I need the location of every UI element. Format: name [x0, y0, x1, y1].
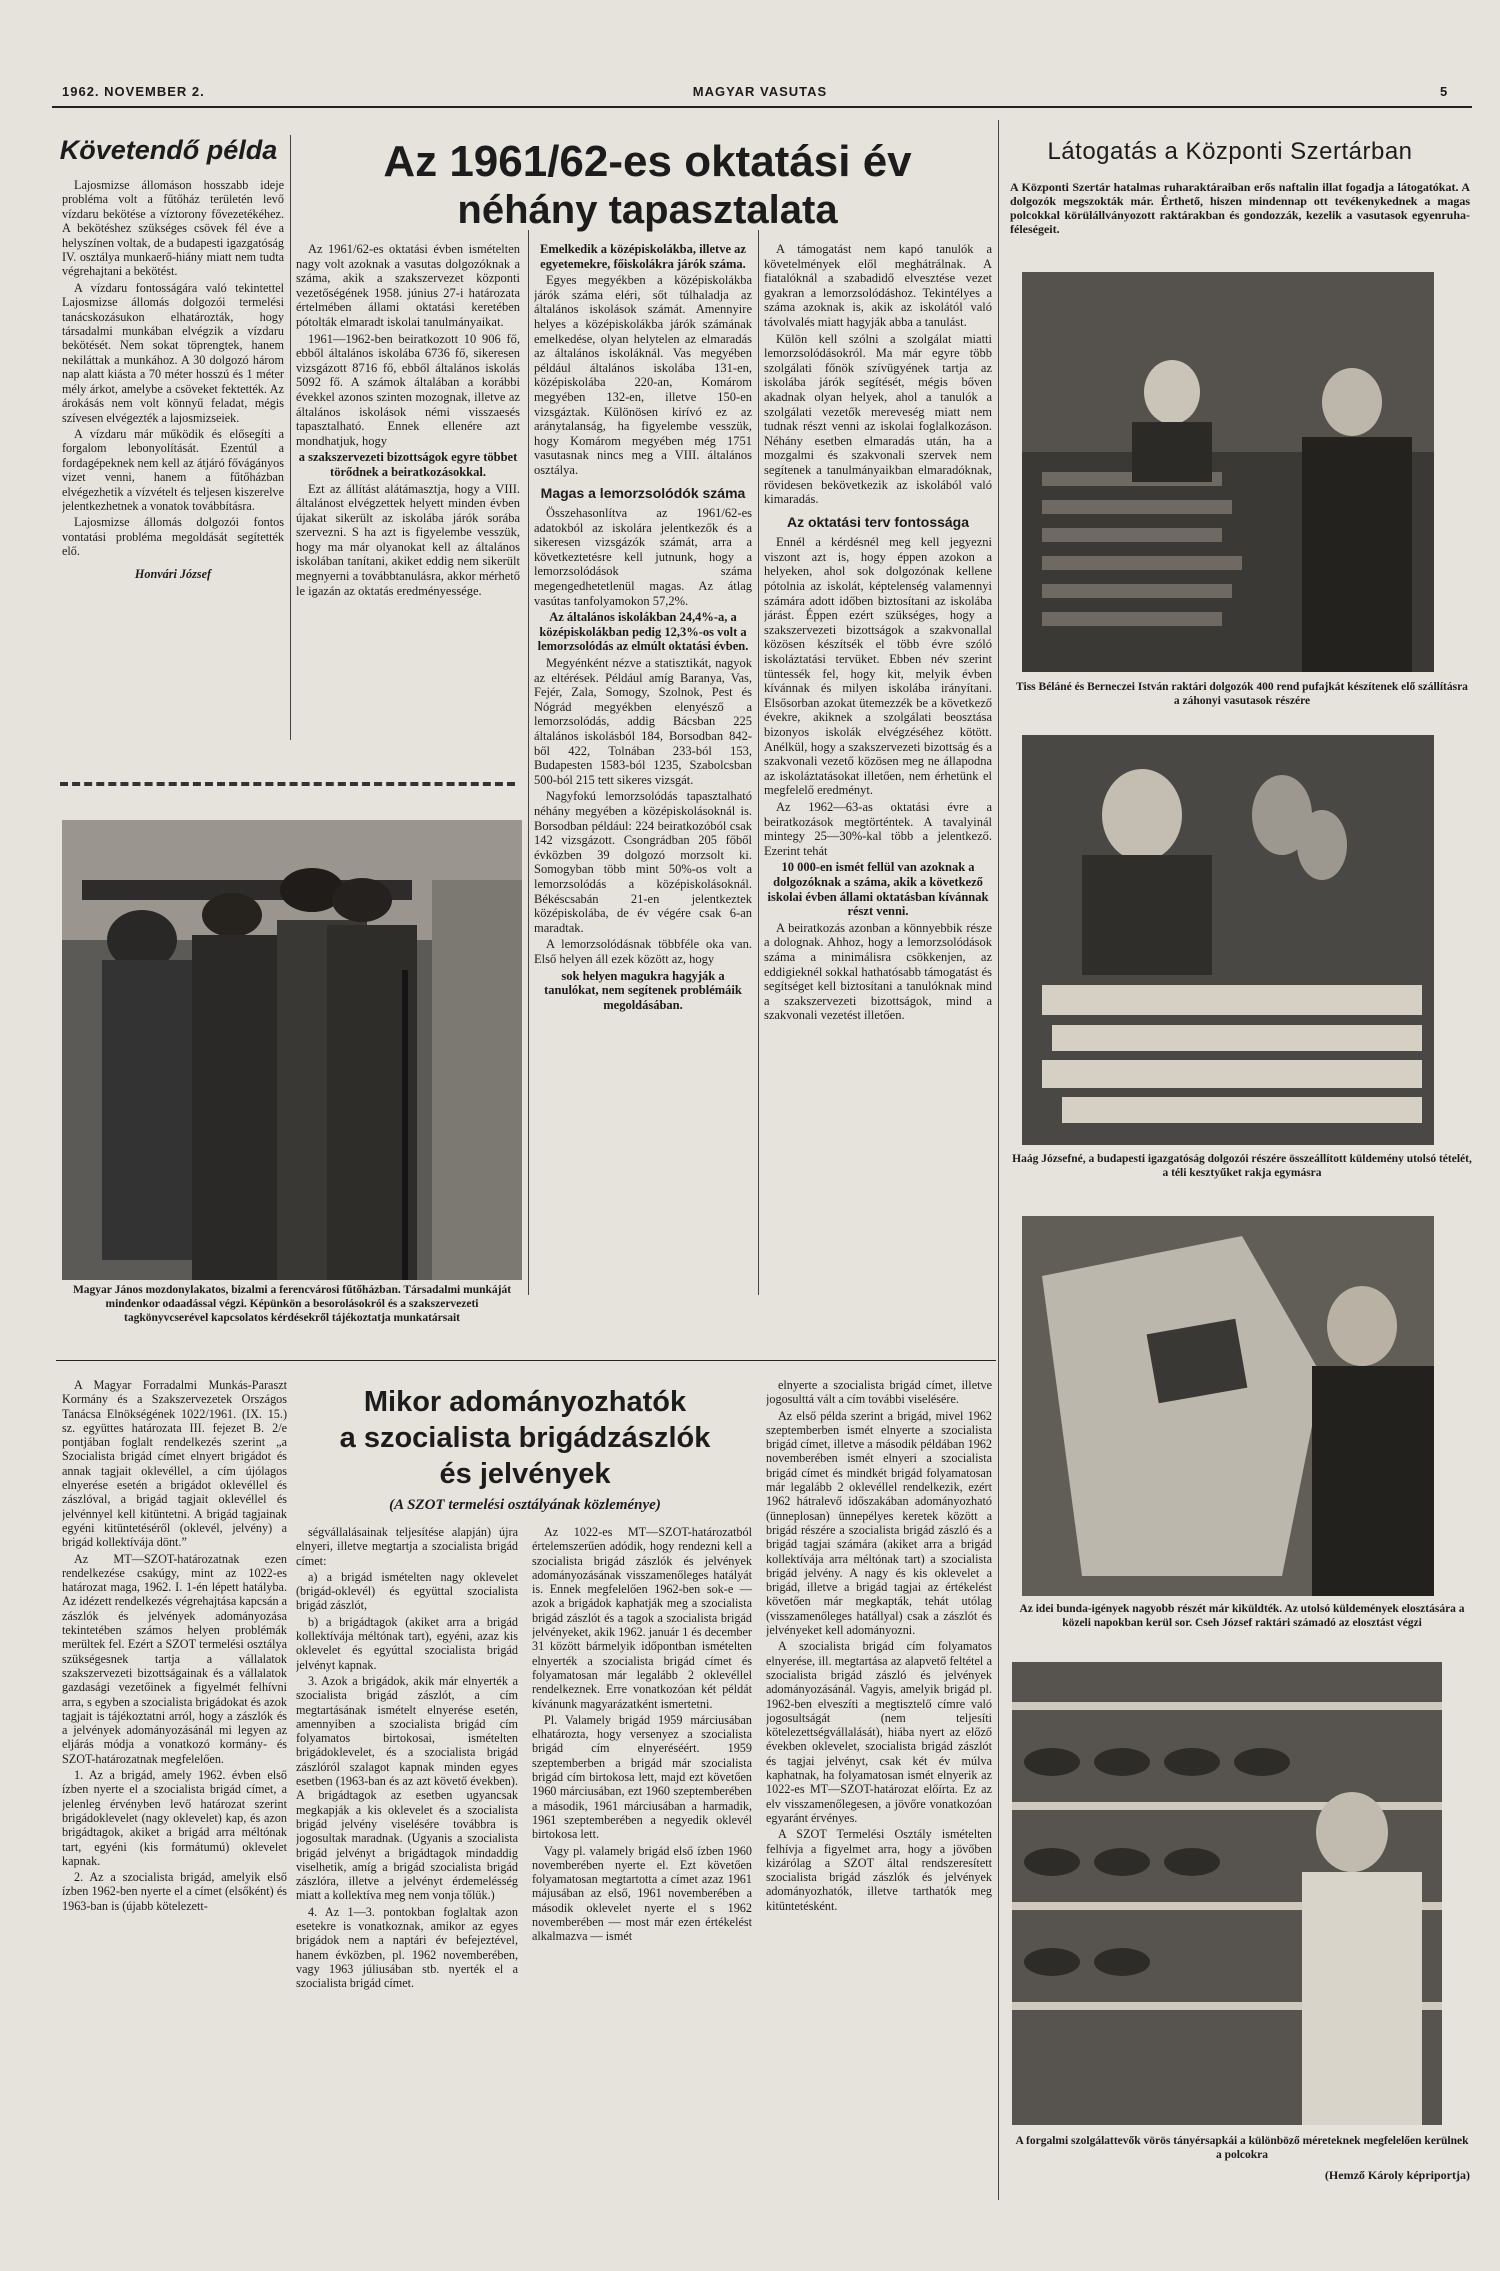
paragraph: 1. Az a brigád, amely 1962. évben első ízben nyerte el a szocialista brigád címet, a jelenleg érvényben levő határozat szerint brigádoklevelet (nagy oklevelet) kap, és azon brigádtagok, akiket a brigád arra méltónak tart, egyéni (kis formátumú) oklevelet kapnak. [62, 1768, 287, 1868]
photo-caption: Magyar János mozdonylakatos, bizalmi a ferencvárosi fűtőházban. Társadalmi munkáját mindenkor odaadással végzi. Képünkön a besorolásokról és a szakszervezeti tagkönyvcserével kapcsolatos kérdésekről tájékoztatja munkatársait [72, 1284, 512, 1324]
section-rule [56, 1360, 996, 1361]
paragraph: 4. Az 1—3. pontokban foglaltak azon esetekre is vonatkoznak, amikor az egyes brigádok nem a naptári év befejeztével, hanem évközben, pl. 1962 novemberében, vagy 1963 júliusában stb. nyerték el a szocialista brigád címet. [296, 1904, 518, 1991]
page-number: 5 [1440, 84, 1449, 99]
paper-name: MAGYAR VASUTAS [692, 84, 828, 99]
paragraph: b) a brigádtagok (akiket arra a brigád kollektívája méltónak tart), egyéni, azaz kis oklevelet és egyúttal szocialista brigád jelvényt kapnak. [296, 1614, 518, 1672]
example-article [62, 178, 284, 743]
paragraph: Összehasonlítva az 1961/62-es adatokból az iskolára jelentkezők és a sikeresen vizsgázók számát, arra a következtetésre kell jutnunk, hogy a lemorzsolódások száma megengedhetetlenül magas. Az átlag vasútas tanfolyamokon 57,2%. [534, 506, 752, 608]
signature: Honvári József [134, 566, 212, 581]
bold-paragraph: sok helyen magukra hagyják a tanulókat, nem segítenek problémáik megoldásában. [544, 968, 742, 1012]
depot-intro: A Központi Szertár hatalmas ruharaktáraiban erős naftalin illat fogadja a látogatókat. A dolgozók megszokták már. Érthető, hiszen mindennap ott tevékenykednek a magas polcokkal körülállványozott raktárakban és gondozzák, kezelik a vasutasok egyenruha-féleségeit. [1010, 180, 1470, 236]
education-subheadline: néhány tapasztalata [457, 188, 838, 232]
paragraph: elnyerte a szocialista brigád címet, illetve jogosulttá vált a cím további viselésére. [766, 1378, 992, 1407]
paragraph: Lajosmizse állomáson hosszabb ideje probléma volt a fűtőház területén levő vízdaru bekötése a víztorony fővezetékéhez. A bekötéshez szükséges csövek fél éve a helyszínen voltak, de a budapesti igazgatóság IV. osztálya munkaerő-hiány miatt nem tudta végrehajtani a bekötést. [62, 178, 284, 279]
brigade-headline-2: a szocialista brigádzászlók [339, 1422, 711, 1454]
example-title: Követendő példa [59, 135, 278, 165]
brigade-col-4 [766, 1378, 992, 2158]
paragraph: Az MT—SZOT-határozatnak ezen rendelkezése csakúgy, mint az 1022-es határozat maga, 1962. I. 1-én lépett hatályba. Az idézett rendelkezés végrehajtása kapcsán a zászlók és jelvények adományozása tekintetében számos helyen problémák merültek fel. Ezért a SZOT termelési osztálya szükségesnek tartja a vállalatok szakszervezeti bizottságainak és a vállalatok gazdasági vezetőinek a figyelmét felhívni arra, s egyben a szocialista brigádokat és azok tagjait is tájékoztatni arról, hogy a zászlók és a jelvények adományozásánál mi legyen az eljárás módja a vonatkozó kormány- és SZOT-határozatnak megfelelően. [62, 1551, 287, 1766]
paragraph: Az első példa szerint a brigád, mivel 1962 szeptemberben ismét elnyerte a szocialista brigád címet, illetve a második példában 1962 novemberében ismét elnyeri a szocialista brigád címet és mindkét brigád folyamatosan már legalább 2 oklevéllel rendelkezik, ezért 1962 hátralevő időszakában adományozható (ünneplosan) ünnepélyes keretek között a brigád részére a szocialista brigád zászló és a brigád tagjai számára (akiket arra a brigád kollektívája arra méltónak tart) a szocialista brigád jelvény. A nagy és kis oklevelet a brigád, illetve a brigád tagjai az értékelést követően már megkapták, tehát utólag (visszamenőleges hatállyal) csak a zászlót és jelvényeket kell adományozni. [766, 1408, 992, 1638]
paragraph: Pl. Valamely brigád 1959 márciusában elhatározta, hogy versenyez a szocialista brigád cím elnyeréséért. 1959 szeptemberben a brigád már szocialista brigád cím birtokosa lett, majd ezt követően 1960 márciusában, ezt 1960 szeptemberében a második, 1961 márciusában a harmadik, 1961 szeptemberében a negyedik oklevél birtokosa lett. [532, 1712, 752, 1842]
paragraph: A SZOT Termelési Osztály ismételten felhívja a figyelmet arra, hogy a jövőben kizárólag a SZOT által rendszeresített szocialista brigád zászlók és jelvények adományozhatók, illetve tarthatók meg kitüntetésként. [766, 1827, 992, 1913]
photo-caption: Tiss Béláné és Berneczei István raktári dolgozók 400 rend pufajkát készítenek elő szállításra a záhonyi vasutasok részére [1016, 681, 1468, 707]
paragraph: Ezt az állítást alátámasztja, hogy a VIII. általánost elvégzettek helyett minden évben újakat sikerült az iskolába járók sorába szervezni. S ha azt is figyelembe vesszük, hogy ma már olyanokat kell az általános iskolában tanítani, akiket eddig nem sikerült megnyerni a továbbtanulásra, akkor mérhető le igazán az oktatás eredményessége. [296, 481, 520, 598]
photo-red-caps [1012, 1662, 1442, 2125]
bold-paragraph: Emelkedik a középiskolákba, illetve az egyetemekre, főiskolákra járók száma. [540, 242, 746, 271]
column-rule [290, 135, 291, 740]
bold-paragraph: a szakszervezeti bizottságok egyre többet törődnek a beiratkozásokkal. [298, 450, 518, 479]
subheading: Az oktatási terv fontossága [786, 513, 970, 530]
paragraph: A lemorzsolódásnak többféle oka van. Első helyen áll ezek között az, hogy [534, 937, 752, 966]
subheading: Magas a lemorzsolódók száma [540, 484, 746, 501]
bold-paragraph: Az általános iskolákban 24,4%-a, a középiskolákban pedig 12,3%-os volt a lemorzsolódás az elmúlt oktatási évben. [537, 610, 749, 654]
bold-paragraph: 10 000-en ismét fellül van azoknak a dolgozóknak a száma, akik a következő iskolai évben állami oktatásban kívánnak részt venni. [767, 860, 989, 919]
brigade-headline-1: Mikor adományozhatók [363, 1386, 687, 1418]
paragraph: Lajosmizse állomás dolgozói fontos vontatási probléma megoldását segítették elő. [62, 515, 284, 559]
photo-gloves [1022, 735, 1434, 1145]
paragraph: A támogatást nem kapó tanulók a követelmények elől meghátrálnak. A fiatalóknál a szabadidő elvesztése vezet gyakran a lemorzsolódáshoz. Tekintélyes a száma azoknak is, akik az iskolától való távolvalés miatt hagyják abba a tanulást. [764, 242, 992, 329]
paragraph: Az 1022-es MT—SZOT-határozatból értelemszerűen adódik, hogy rendezni kell a szocialista brigád zászlók és jelvények adományozásának visszamenőleges hatályát is. Ennek megfelelően 1962-ben sok-e — azok a brigádok kaphatják meg a szocialista brigád zászlót és a tagok a szocialista brigád jelvényeket, akik 1962. január 1 és december 31 között bármelyik időpontban ismételten elnyerték a szocialista brigád címet és folyamatosan már legalább 2 oklevéllel rendelkeznek. Erre vonatkozóan két példát kívánunk magyarázatként ismertetni. [532, 1525, 752, 1711]
education-col-b [534, 242, 752, 1292]
education-col-a [296, 242, 520, 1292]
education-headline: Az 1961/62-es oktatási év [383, 137, 912, 186]
photo-padded-jackets [1022, 272, 1434, 672]
paragraph: a) a brigád ismételten nagy oklevelet (brigád-oklevél) és együttal szocialista brigád zászlót, [296, 1569, 518, 1613]
depot-header: Látogatás a Központi Szertárban [1047, 138, 1413, 165]
paragraph: 2. Az a szocialista brigád, amelyik első ízben 1962-ben nyerte el a címet (elsőként) és 1963-ban is (újabb kötelezett- [62, 1870, 287, 1913]
brigade-col-2 [296, 1525, 518, 2160]
paragraph: Egyes megyékben a középiskolákba járók száma eléri, sőt túlhaladja az általános iskolások számát. Amennyire helyes a középiskolákba járók számának emelkedése, olyan helytelen az elmaradás az általános iskoláknál. Vas megyében például általános iskolába 131-en, középiskolába 220-an, Komárom megyében 132-en, illetve 150-en vizsgáztak. Különösen kirívó ez az aránytalanság, ha figyelembe vesszük, hogy Komárom megyében még 1751 vasutasnak nincs meg a VIII. általános osztálya. [534, 273, 752, 477]
education-col-c [764, 242, 992, 1292]
brigade-col-1 [62, 1378, 287, 2158]
paragraph: A Magyar Forradalmi Munkás-Paraszt Kormány és a Szakszervezetek Országos Tanácsa Elnökségének 1022/1961. (IX. 15.) sz. együttes határozata III. fejezet B. 2/e pontjában foglalt rendelkezés szerint „a Szocialista brigád címet elnyert brigádot és annak tagjait oklevéllel, a cím újólagos elnyerése esetén a brigádot oklevéllel és zászlóval, a brigád tagjait oklevéllel és jelvénnyel kell kitüntetni. A brigád tagjainak egyéni kitüntetéséről (oklevél, jelvény) a brigád kollektívája dönt.” [62, 1378, 287, 1550]
paragraph: A beiratkozás azonban a könnyebbik része a dolognak. Ahhoz, hogy a lemorzsolódások száma a minimálisra csökkenjen, az eddigieknél sokkal hathatósabb támogatást és segítséget kell biztosítani a tanulóknak mind a szakszervezeti bizottságok, mind a szakvonali vezetést illetően. [764, 920, 992, 1023]
paragraph: Az 1962—63-as oktatási évre a beiratkozások megtörténtek. A tavalyinál mintegy 25—30%-kal több a jelentkező. Ezerint tehát [764, 799, 992, 858]
paragraph: Megyénként nézve a statisztikát, nagyok az eltérések. Például amíg Baranya, Vas, Fejér, Zala, Somogy, Szolnok, Pest és Nógrád megyékben elenyésző a lemorzsolódás, addig Bácsban 225 általános iskolásból 184, Borsodban 842-ből 422, Tolnában 233-ból 153, Budapesten 1583-ból 1235, Szabolcsban 500-ból 215 tett sikeres vizsgát. [534, 656, 752, 787]
column-rule [528, 230, 529, 1295]
paragraph: A vízdaru már működik és elősegíti a forgalom lebonyolítását. Ezentúl a fordagépeknek nem kell az átjáró fővágányos vizet venni, hanem a fűtőházban elvégezhetik a vízvételt és teljesen kiszerelve jelentkezhetnek a vonatok továbbításra. [62, 426, 284, 513]
column-rule [998, 120, 999, 2200]
brigade-subtitle: (A SZOT termelési osztályának közleménye) [389, 1497, 661, 1513]
brigade-headline-3: és jelvények [439, 1458, 611, 1490]
paragraph: A vízdaru fontosságára való tekintettel Lajosmizse állomás dolgozói termelési tanácskozásukon elhatározták, hogy társadalmi munkában elvégzik a vízdaru bekötését. Nem sokat töprengtek, hanem nekiláttak a munkához. A 30 dolgozó három nap alatt kiásta a 70 méter hosszú és 1 méter mély árkot, amelybe a csöveket fektették. Az árokásás nem volt könnyű feladat, mégis szívesen elvégezték a lajosmizseiek. [62, 280, 284, 425]
paragraph: Külön kell szólni a szolgálat miatti lemorzsolódásokról. Ma már egyre több szolgálati főnök szívügyének tartja az iskolába járók segítését, mégis bőven akadnak olyan helyek, ahol a tanulók a szolgálati vezetők mereveség miatt nem tudnak részt venni az iskolai foglalkozáson. Néhány esetben elmaradás után, ha a mozgalmi és szakvonali szervek nem segítenek a tanulmányaikban elmaradóknak, rövidesen bekövetkezik az iskolából való kimaradás. [764, 331, 992, 507]
brigade-col-3 [532, 1525, 752, 2160]
paragraph: ségvállalásainak teljesítése alapján) újra elnyeri, illetve megtartja a szocialista brigád címet: [296, 1525, 518, 1568]
photo-caption: A forgalmi szolgálattevők vörös tányérsapkái a különböző méreteknek megfelelően kerülnek a polcokra [1015, 2135, 1469, 2161]
issue-date: 1962. NOVEMBER 2. [62, 84, 205, 99]
photo-caption: Haág Józsefné, a budapesti igazgatóság dolgozói részére összeállított küldemény utolsó tételét, a téli kesztyűket rakja egymásra [1012, 1153, 1472, 1179]
paragraph: Nagyfokú lemorzsolódás tapasztalható néhány megyében a középiskolásoknál is. Borsodban például: 224 beiratkozóból csak 142 vizsgázott. Csongrádban 205 főből évközben 39 dolgozó morzsolt ki. Somogyban több mint 50%-os volt a lemorzsolódás a középiskolásoknál. Békéscsabán 21-en jelentkeztek középiskolába, de év végére csak 6-an maradtak. [534, 789, 752, 935]
paragraph: Az 1961/62-es oktatási évben ismételten nagy volt azoknak a vasutas dolgozóknak a száma, akik a szakszervezet központi vezetőségének 1958. június 27-i határozata értelmében állami oktatási keretében pótolták elmaradt iskolai tanulmányaikat. [296, 242, 520, 329]
photo-credit: (Hemző Károly képriportja) [1324, 2168, 1470, 2182]
paragraph: Ennél a kérdésnél meg kell jegyezni viszont azt is, hogy éppen azokon a helyeken, ahol sok dolgozónak kellene pótolnia az iskolát, képtelenség valamennyi számára adott időben biztosítani az iskolába járást. Éppen ezért szükséges, hogy a szakszervezeti bizottságok a szakvonallal közösen készítsék el több évre szóló iskoláztatási tervüket. Ebben név szerint tüntessék fel, hogy kit, melyik évben kívánnak és milyen iskolába irányítani. Elsősorban azokat ütemezzék be a következő évekre, akiknek a szolgálati beosztása bizonyos iskolák elvégzéséhez kötött. Anélkül, hogy a szakszervezeti bizottság és a szakvonali vezető közösen meg ne állapodna az iskoláztatásokat illetően, nem érhetünk el megfelelő eredményt. [764, 535, 992, 798]
paragraph: 3. Azok a brigádok, akik már elnyerték a szocialista brigád zászlót, a cím megtartásának ismételt elnyerése esetén, amennyiben a szocialista brigád cím folyamatos birtokosai, ismételten brigádoklevelet, és a szocialista brigád zászlóról szalagot kapnak minden egyes esetben (1963-ban és az azt követő években). A brigádtagok az esetben ugyancsak megkapják a kis oklevelet és a szocialista brigád jelvény viselésére továbbra is jogosultak maradnak. (Ugyanis a szocialista brigád jelvényt a brigádtagok mindaddig viselhetik, amíg a brigád szocialista brigád zászlóra, illetve a jelvényt érdemelésség miatt a kollektíva meg nem vonja tőlük.) [296, 1673, 518, 1903]
photo-fur-coats [1022, 1216, 1434, 1596]
paragraph: 1961—1962-ben beiratkozott 10 906 fő, ebből általános iskolába 6736 fő, sikeresen vizsgázott 8716 fő, ebből általános iskolás 5092 fő. A számok általában a korábbi évekkel azonos szinten mozognak, illetve az általános iskolások némi visszaesés tapasztalható. Ennek ellenére azt mondhatjuk, hogy [296, 331, 520, 448]
paragraph: A szocialista brigád cím folyamatos elnyerése, ill. megtartása az alapvető feltétel a szocialista brigád zászló és jelvények adományozásánál. Vagyis, amelyik brigád pl. 1962-ben elveszíti a megtisztelő címre való jogosultságát (nem teljesíti kötelezettségvállalását), hiába nyert az előző években oklevelet, szocialista brigád zászlót és tagjai jelvényt, csak két év múlva kaphatnak, ha folyamatosan ismét elnyerik az 1022-es MT—SZOT-határozat előírta. Ez az elv visszamenőlegesen, a jövőre vonatkozóan egyaránt érvényes. [766, 1639, 992, 1825]
column-rule [758, 230, 759, 1295]
photo-caption: Az idei bunda-igények nagyobb részét már kiküldték. Az utolsó küldemények elosztására a közeli napokban kerül sor. Cseh József raktári számadó az elosztást végzi [1019, 1603, 1465, 1629]
paragraph: Vagy pl. valamely brigád első ízben 1960 novemberében nyerte el. Ezt követően folyamatosan megtartotta a címet azaz 1961 májusában az első, 1961 novemberében a második oklevelet nyerte el s 1962 novemberében — most már ezen értékelést alkalmazva — ismét [532, 1843, 752, 1944]
masthead-rule [52, 106, 1472, 108]
